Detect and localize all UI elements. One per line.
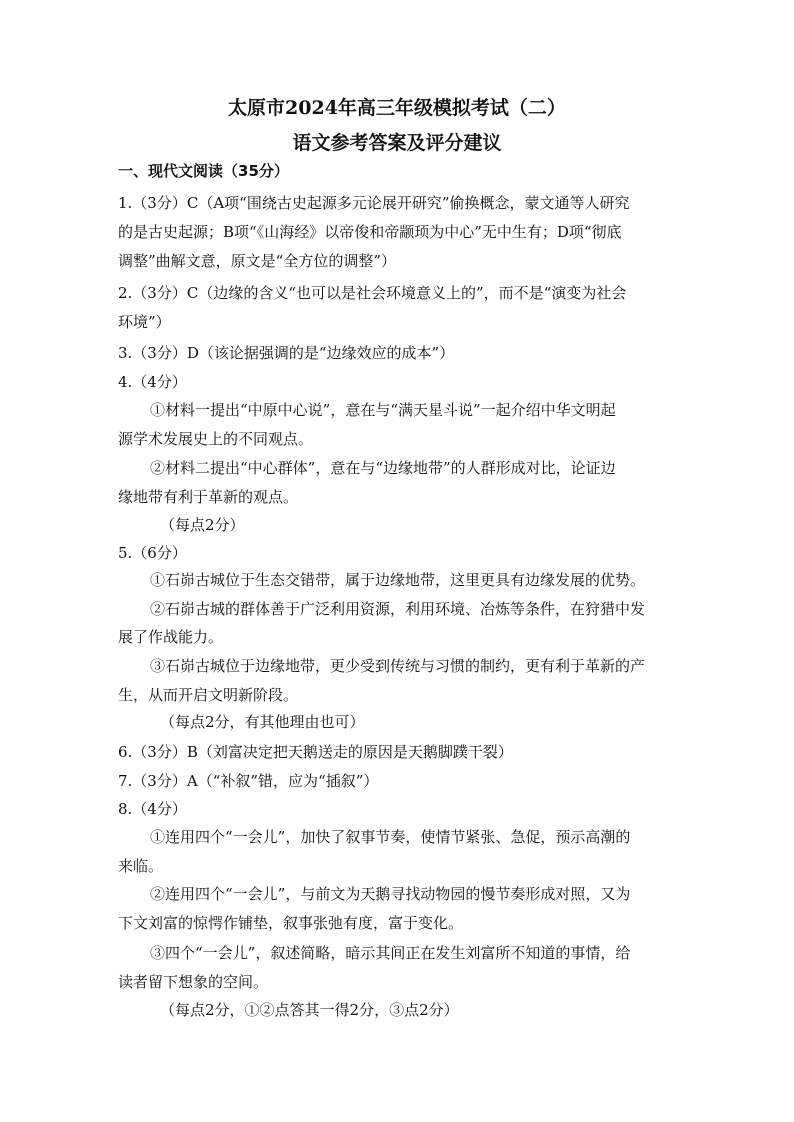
answer-line: 3.（3分）D（该论据强调的是“边缘效应的成本”） [118, 344, 455, 362]
answer-line: ③石峁古城位于边缘地带，更少受到传统与习惯的制约，更有利于革新的产 [150, 657, 646, 675]
answer-line: 8.（4分） [118, 800, 187, 818]
answer-line: 6.（3分）B（刘富决定把天鹅送走的原因是天鹅脚蹼干裂） [118, 743, 513, 761]
answer-line: 缘地带有利于革新的观点。 [118, 488, 299, 506]
answer-line: （每点2分） [160, 516, 245, 534]
answer-line: ②材料二提出“中心群体”，意在与“边缘地带”的人群形成对比，论证边 [150, 459, 616, 477]
answer-line: ①连用四个“一会儿”，加快了叙事节奏，使情节紧张、急促，预示高潮的 [150, 828, 631, 846]
answer-line: 的是古史起源；B项“《山海经》以帝俊和帝颛顼为中心”无中生有；D项“彻底 [118, 223, 622, 241]
answer-line: ②石峁古城的群体善于广泛利用资源，利用环境、冶炼等条件，在狩猎中发 [150, 600, 646, 618]
answer-line: 来临。 [118, 857, 164, 875]
answer-line: 展了作战能力。 [118, 628, 224, 646]
answer-line: 调整”曲解文意，原文是“全方位的调整”） [118, 252, 397, 270]
answer-line: 7.（3分）A（“补叙”错，应为“插叙”） [118, 772, 379, 790]
document-title: 太原市2024年高三年级模拟考试（二） [228, 97, 566, 119]
section-heading: 一、现代文阅读（35分） [118, 162, 289, 180]
answer-line: 下文刘富的惊愕作铺垫，叙事张弛有度，富于变化。 [118, 914, 464, 932]
answer-line: 源学术发展史上的不同观点。 [118, 430, 314, 448]
answer-line: 读者留下想象的空间。 [118, 973, 269, 991]
answer-line: ②连用四个“一会儿”，与前文为天鹅寻找动物园的慢节奏形成对照，又为 [150, 885, 631, 903]
answer-line: ①材料一提出“中原中心说”，意在与“满天星斗说”一起介绍中华文明起 [150, 401, 616, 419]
answer-line: （每点2分，①②点答其一得2分，③点2分） [160, 1001, 459, 1019]
answer-line: 1.（3分）C（A项“围绕古史起源多元论展开研究”偷换概念，蒙文通等人研究 [118, 194, 630, 212]
document-subtitle: 语文参考答案及评分建议 [292, 132, 502, 154]
answer-line: ③四个“一会儿”，叙述简略，暗示其间正在发生刘富所不知道的事情，给 [150, 944, 631, 962]
answer-line: 4.（4分） [118, 373, 187, 391]
answer-line: （每点2分，有其他理由也可） [160, 713, 365, 731]
answer-line: 2.（3分）C（边缘的含义“也可以是社会环境意义上的”，而不是“演变为社会 [118, 284, 627, 302]
answer-line: 环境”） [118, 313, 171, 331]
answer-line: 5.（6分） [118, 544, 187, 562]
answer-line: 生，从而开启文明新阶段。 [118, 686, 299, 704]
answer-line: ①石峁古城位于生态交错带，属于边缘地带，这里更具有边缘发展的优势。 [150, 571, 646, 589]
